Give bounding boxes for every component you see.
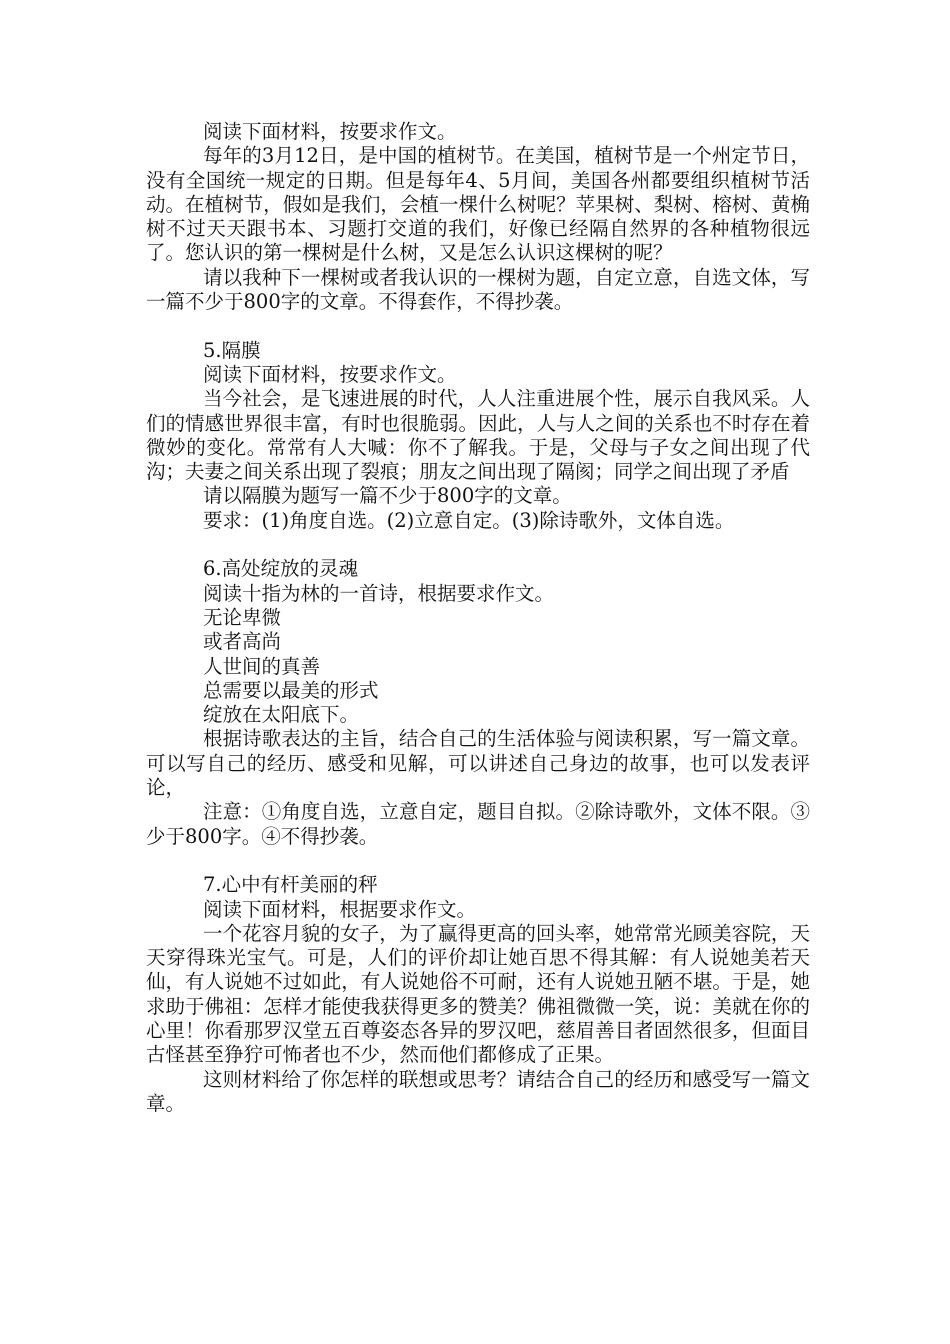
section6-intro: 阅读十指为林的一首诗，根据要求作文。 bbox=[203, 581, 555, 605]
section6-note: 注意：①角度自选，立意自定，题目自拟。②除诗歌外，文体不限。③少于800字。④不得抄袭。 bbox=[146, 800, 810, 848]
section7-material: 一个花容月貌的女子，为了赢得更高的回头率，她常常光顾美容院，天天穿得珠光宝气。可是，人们的评价却让她百思不得其解：有人说她美若天仙，有人说她不过如此，有人说她俗不可耐，还有人说她丑陋不堪。于是，她求助于佛祖：怎样才能使我获得更多的赞美？佛祖微微一笑，说：美就在你的心里！你看那罗汉堂五百尊姿态各异的罗汉吧，慈眉善目者固然很多，但面目古怪甚至狰狞可怖者也不少，然而他们都修成了正果。 bbox=[146, 921, 810, 1067]
section5-intro: 阅读下面材料，按要求作文。 bbox=[203, 362, 457, 386]
section7-task: 这则材料给了你怎样的联想或思考？请结合自己的经历和感受写一篇文章。 bbox=[146, 1067, 810, 1115]
poem-line: 或者高尚 bbox=[203, 630, 282, 654]
section4-task: 请以我种下一棵树或者我认识的一棵树为题，自定立意，自选文体，写一篇不少于800字的文章。不得套作，不得抄袭。 bbox=[146, 265, 810, 314]
section5-material: 当今社会，是飞速进展的时代，人人注重进展个性，展示自我风采。人们的情感世界很丰富，有时也很脆弱。因此，人与人之间的关系也不时存在着微妙的变化。常常有人大喊：你不了解我。于是，父母与子女之间出现了代沟；夫妻之间关系出现了裂痕；朋友之间出现了隔阂；同学之间出现了矛盾 bbox=[146, 387, 810, 484]
section7-intro: 阅读下面材料，根据要求作文。 bbox=[203, 897, 477, 921]
section7-title: 7.心中有杆美丽的秤 bbox=[203, 873, 378, 897]
spacer bbox=[146, 533, 810, 557]
poem-line: 总需要以最美的形式 bbox=[203, 678, 379, 702]
section5-requirements: 要求：(1)角度自选。(2)立意自定。(3)除诗歌外，文体自选。 bbox=[203, 508, 735, 532]
poem-line: 无论卑微 bbox=[203, 605, 282, 629]
document-page bbox=[146, 120, 810, 1116]
section5-title: 5.隔膜 bbox=[203, 338, 261, 362]
spacer bbox=[146, 849, 810, 873]
spacer bbox=[146, 314, 810, 338]
poem-line: 绽放在太阳底下。 bbox=[203, 703, 360, 727]
section4-material: 每年的3月12日，是中国的植树节。在美国，植树节是一个州定节日，没有全国统一规定的日期。但是每年4、5月间，美国各州都要组织植树节活动。在植树节，假如是我们，会植一棵什么树呢？苹果树、梨树、榕树、黄桷树不过天天跟书本、习题打交道的我们，好像已经隔自然界的各种植物很远了。您认识的第一棵树是什么树，又是怎么认识这棵树的呢？ bbox=[146, 144, 810, 265]
section5-task: 请以隔膜为题写一篇不少于800字的文章。 bbox=[203, 484, 572, 508]
section4-intro: 阅读下面材料，按要求作文。 bbox=[203, 120, 457, 143]
section6-title: 6.高处绽放的灵魂 bbox=[203, 557, 359, 581]
poem-line: 人世间的真善 bbox=[203, 654, 321, 678]
section6-task: 根据诗歌表达的主旨，结合自己的生活体验与阅读积累，写一篇文章。可以写自己的经历、感受和见解，可以讲述自己身边的故事，也可以发表评论， bbox=[146, 727, 810, 800]
